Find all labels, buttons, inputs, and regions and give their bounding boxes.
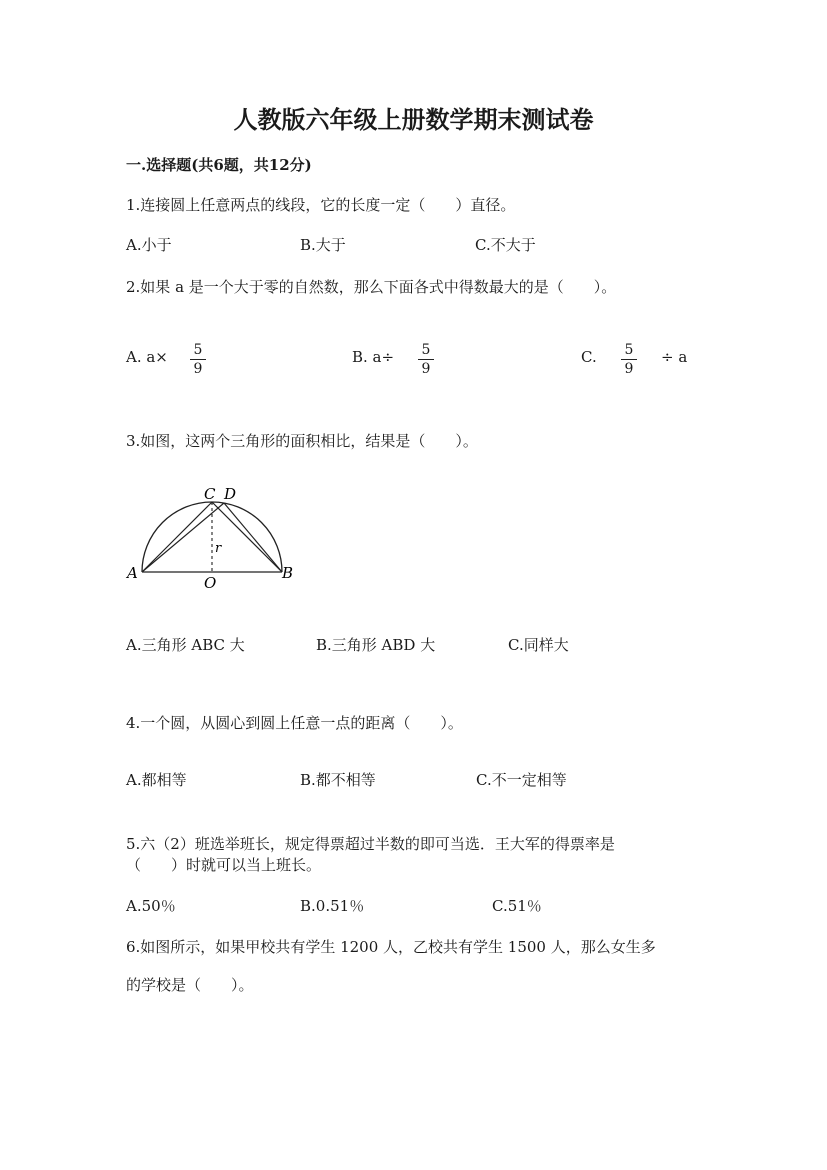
fraction-bar (621, 359, 637, 360)
question-4-option-a: A.都相等 (126, 771, 187, 789)
question-3-option-a: A.三角形 ABC 大 (126, 636, 245, 654)
label-b: B (282, 564, 294, 582)
section-heading: 一.选择题(共6题，共12分) (126, 156, 312, 174)
segment-ac (142, 502, 212, 572)
question-4-text: 4.一个圆，从圆心到圆上任意一点的距离（ ）。 (126, 714, 463, 732)
question-4-option-c: C.不一定相等 (476, 771, 567, 789)
question-2-option-a-fraction (190, 342, 206, 377)
question-2-text: 2.如果 a 是一个大于零的自然数，那么下面各式中得数最大的是（ ）。 (126, 278, 617, 296)
question-1-option-a: A.小于 (126, 236, 172, 254)
question-4-option-b: B.都不相等 (300, 771, 376, 789)
question-3-text: 3.如图，这两个三角形的面积相比，结果是（ ）。 (126, 432, 478, 450)
fraction-bar (418, 359, 434, 360)
fraction-numerator: 5 (421, 342, 431, 358)
fraction-numerator: 5 (193, 342, 203, 358)
question-5-option-c: C.51％ (492, 897, 542, 915)
question-5-text-line1: 5.六（2）班选举班长，规定得票超过半数的即可当选．王大军的得票率是 (126, 835, 615, 853)
fraction-bar (190, 359, 206, 360)
question-2-option-c: C. (581, 348, 597, 366)
question-5-text-line2: （ ）时就可以当上班长。 (126, 856, 322, 874)
semicircle-triangle-figure (120, 482, 300, 592)
question-2-option-b-fraction (418, 342, 434, 377)
question-5-option-a: A.50％ (126, 897, 176, 915)
question-3-option-c: C.同样大 (508, 636, 569, 654)
question-5-option-b: B.0.51％ (300, 897, 365, 915)
fraction-denominator: 9 (193, 361, 203, 377)
fraction-numerator: 5 (624, 342, 634, 358)
label-r: r (215, 541, 222, 556)
segment-ad (142, 503, 224, 572)
question-1-option-c: C.不大于 (475, 236, 536, 254)
question-6-text-line2: 的学校是（ ）。 (126, 976, 254, 994)
question-2-option-c-suffix: ÷ a (661, 348, 688, 366)
question-6-text-line1: 6.如图所示，如果甲校共有学生 1200 人，乙校共有学生 1500 人，那么女生多 (126, 938, 656, 956)
page-title: 人教版六年级上册数学期末测试卷 (233, 105, 594, 134)
fraction-denominator: 9 (421, 361, 431, 377)
label-d: D (224, 485, 237, 503)
label-o: O (204, 574, 217, 592)
question-2-option-c-fraction (621, 342, 637, 377)
question-1-text: 1.连接圆上任意两点的线段，它的长度一定（ ）直径。 (126, 196, 516, 214)
question-1-option-b: B.大于 (300, 236, 346, 254)
question-2-option-b: B. a÷ (352, 348, 395, 366)
label-a: A (127, 564, 138, 582)
fraction-denominator: 9 (624, 361, 634, 377)
question-3-option-b: B.三角形 ABD 大 (316, 636, 436, 654)
segment-cb (212, 502, 282, 572)
label-c: C (204, 485, 216, 503)
question-2-option-a: A. a× (126, 348, 168, 366)
